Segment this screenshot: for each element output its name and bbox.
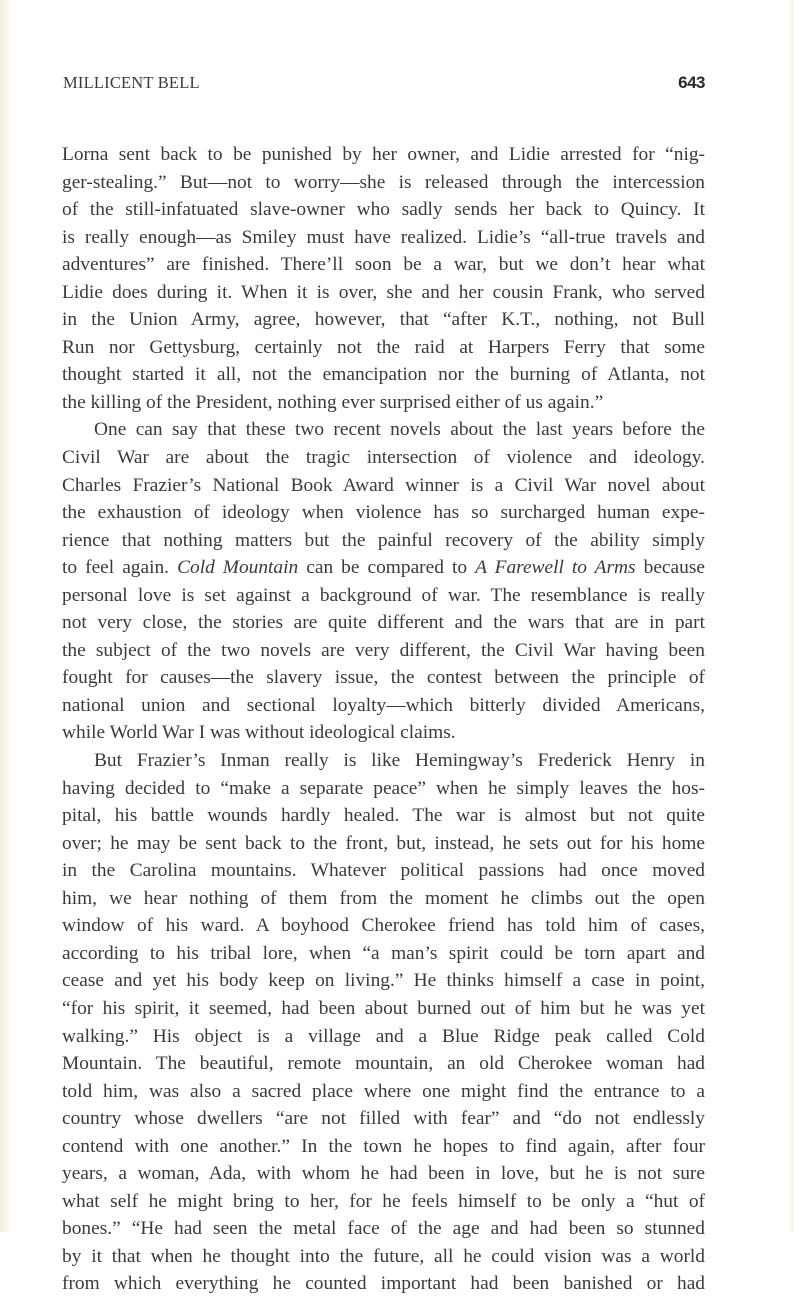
text-line: adventures” are finished. There’ll soon be a war, but we don’t hear what	[62, 254, 705, 276]
page-number: 643	[678, 73, 705, 92]
text-line: national union and sectional loyalty—which bitterly divided Americans,	[62, 694, 705, 716]
text-line: the killing of the President, nothing ever surprised either of us again.”	[62, 391, 604, 413]
text-line: in the Union Army, agree, however, that “after K.T., nothing, not Bull	[62, 309, 705, 331]
text-line: thought started it all, not the emancipation nor the burning of Atlanta, not	[62, 364, 705, 386]
running-head	[63, 73, 705, 97]
text-line: rience that nothing matters but the painful recovery of the ability simply	[62, 529, 705, 551]
text-line: over; he may be sent back to the front, but, instead, he sets out for his home	[62, 832, 705, 854]
text-line: One can say that these two recent novels about the last years before the	[94, 419, 705, 441]
text-line: is really enough—as Smiley must have realized. Lidie’s “all-true travels and	[62, 226, 705, 248]
text-line: “for his spirit, it seemed, had been about burned out of him but he was yet	[62, 997, 705, 1019]
text-line: window of his ward. A boyhood Cherokee friend has told him of cases,	[62, 915, 705, 937]
text-fragment: to feel again.	[62, 557, 178, 579]
text-line: Charles Frazier’s National Book Award winner is a Civil War novel about	[62, 474, 705, 496]
text-line: not very close, the stories are quite different and the wars that are in part	[62, 612, 705, 634]
text-line: ger-stealing.” But—not to worry—she is released through the intercession	[62, 171, 705, 193]
text-line: years, a woman, Ada, with whom he had been in love, but he is not sure	[62, 1163, 705, 1185]
text-line: contend with one another.” In the town he hopes to find again, after four	[62, 1135, 705, 1157]
text-line: fought for causes—the slavery issue, the contest between the principle of	[62, 667, 705, 689]
text-line: Lorna sent back to be punished by her owner, and Lidie arrested for “nig-	[62, 144, 705, 165]
text-line: of the still-infatuated slave-owner who sadly sends her back to Quincy. It	[62, 199, 705, 221]
text-line: by it that when he thought into the future, all he could vision was a world	[62, 1245, 705, 1267]
text-line: But Frazier’s Inman really is like Hemingway’s Frederick Henry in	[94, 750, 705, 772]
text-line: while World War I was without ideological claims.	[62, 722, 456, 744]
text-line: personal love is set against a background of war. The resemblance is really	[62, 584, 705, 606]
text-line: Civil War are about the tragic intersection of violence and ideology.	[62, 447, 705, 469]
text-line: Run nor Gettysburg, certainly not the raid at Harpers Ferry that some	[62, 336, 705, 358]
text-line: according to his tribal lore, when “a man’s spirit could be torn apart and	[62, 942, 705, 964]
running-head-author: MILLICENT BELL	[63, 73, 200, 92]
book-title-cold-mountain: Cold Mountain	[177, 557, 299, 579]
text-line: Lidie does during it. When it is over, she and her cousin Frank, who served	[62, 281, 705, 303]
text-line: cease and yet his body keep on living.” He thinks himself a case in point,	[62, 970, 705, 992]
body-text	[62, 141, 705, 1298]
text-fragment: can be compared to	[298, 557, 476, 579]
text-line: bones.” “He had seen the metal face of the age and had been so stunned	[62, 1218, 705, 1240]
text-line: what self he might bring to her, for he feels himself to be only a “hut of	[62, 1190, 705, 1212]
text-line: pital, his battle wounds hardly healed. The war is almost but not quite	[62, 805, 705, 827]
text-line: the exhaustion of ideology when violence has so surcharged human expe-	[62, 502, 705, 524]
text-fragment: because	[635, 557, 705, 579]
text-line: told him, was also a sacred place where one might find the entrance to a	[62, 1080, 705, 1102]
text-line-with-titles	[62, 554, 705, 582]
paragraph-3	[62, 747, 705, 1298]
paragraph-1	[62, 141, 705, 416]
page-edge-left	[0, 0, 12, 1232]
text-line: the subject of the two novels are very different, the Civil War having been	[62, 639, 705, 661]
text-line: Mountain. The beautiful, remote mountain, an old Cherokee woman had	[62, 1053, 705, 1075]
text-line: walking.” His object is a village and a Blue Ridge peak called Cold	[62, 1025, 705, 1047]
paragraph-2	[62, 416, 705, 747]
text-line: him, we hear nothing of them from the moment he climbs out the open	[62, 887, 705, 909]
text-line: country whose dwellers “are not filled with fear” and “do not endlessly	[62, 1108, 705, 1130]
text-line: in the Carolina mountains. Whatever political passions had once moved	[62, 860, 705, 882]
text-line: having decided to “make a separate peace” when he simply leaves the hos-	[62, 777, 705, 799]
book-title-farewell-to-arms: A Farewell to Arms	[475, 557, 636, 579]
text-line: from which everything he counted important had been banished or had	[62, 1273, 705, 1295]
page-edge-right	[788, 0, 794, 1232]
